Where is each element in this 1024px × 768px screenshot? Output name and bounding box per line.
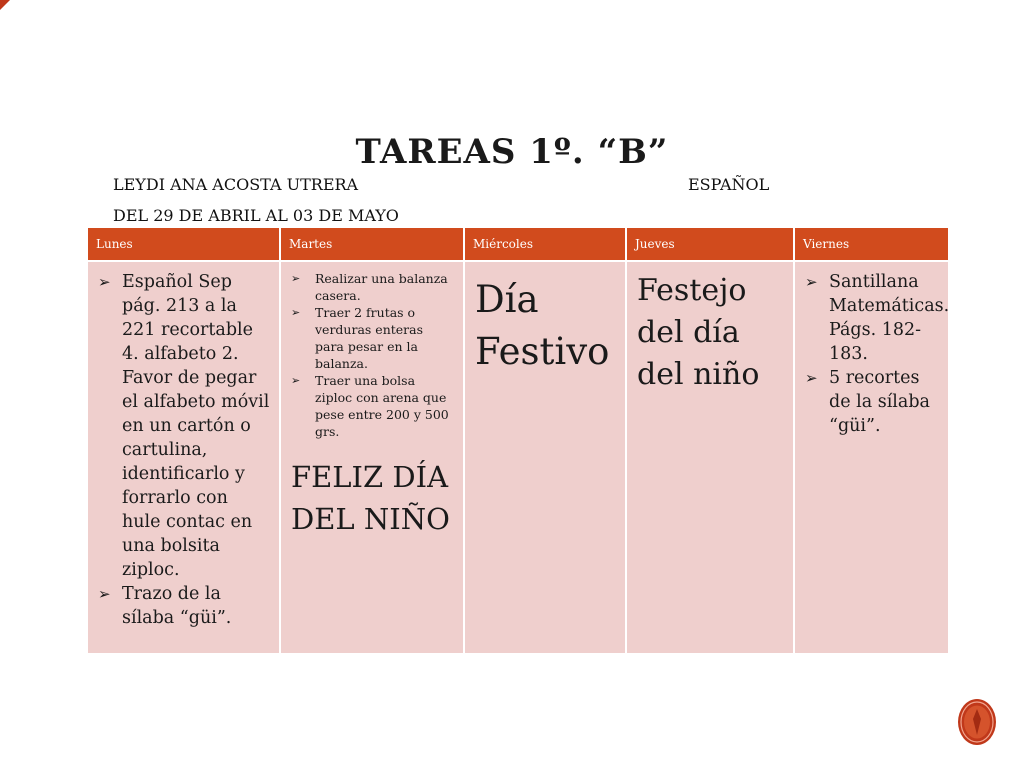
task-text: Realizar una balanza casera. bbox=[315, 271, 448, 303]
page-title: TAREAS 1º. “B” bbox=[355, 132, 669, 172]
arrow-bullet-icon: ➢ bbox=[805, 369, 818, 387]
header-lunes: Lunes bbox=[88, 228, 280, 261]
table-row bbox=[88, 261, 948, 653]
cell-jueves bbox=[626, 261, 794, 653]
arrow-bullet-icon: ➢ bbox=[98, 585, 111, 603]
subject-label: ESPAÑOL bbox=[688, 175, 770, 194]
teacher-name: LEYDI ANA ACOSTA UTRERA bbox=[113, 175, 359, 194]
cell-viernes bbox=[794, 261, 948, 653]
festejo-text: Festejo del día del niño bbox=[637, 273, 760, 392]
homework-table bbox=[88, 228, 948, 653]
arrow-bullet-icon: ➢ bbox=[291, 272, 301, 285]
cell-miercoles bbox=[464, 261, 626, 653]
cell-lunes bbox=[88, 261, 280, 653]
logo-icon bbox=[956, 697, 998, 747]
arrow-bullet-icon: ➢ bbox=[291, 306, 301, 319]
task-text: Traer 2 frutas o verduras enteras para pesar en la balanza. bbox=[315, 305, 424, 371]
feliz-dia-text: FELIZ DÍA DEL NIÑO bbox=[291, 460, 450, 536]
cell-martes bbox=[280, 261, 464, 653]
header-miercoles: Miércoles bbox=[464, 228, 626, 261]
task-text: Español Sep pág. 213 a la 221 recortable 4. alfabeto 2. Favor de pegar el alfabeto móvil en un cartón o cartulina, identificarlo y forrarlo con hule contac en una bolsita ziploc. bbox=[122, 272, 270, 580]
list-item bbox=[289, 304, 455, 372]
arrow-bullet-icon: ➢ bbox=[805, 273, 818, 291]
list-item bbox=[289, 270, 455, 304]
dia-festivo-text: Día Festivo bbox=[475, 278, 610, 373]
task-text: Traer una bolsa ziploc con arena que pese entre 200 y 500 grs. bbox=[315, 373, 449, 439]
date-range: DEL 29 DE ABRIL AL 03 DE MAYO bbox=[113, 206, 399, 225]
task-text: 5 recortes de la sílaba “güi”. bbox=[829, 368, 930, 436]
header-row bbox=[88, 228, 948, 261]
header-jueves: Jueves bbox=[626, 228, 794, 261]
list-item bbox=[96, 270, 271, 582]
task-text: Trazo de la sílaba “güi”. bbox=[122, 584, 232, 628]
task-text: Santillana Matemáticas. Págs. 182-183. bbox=[829, 272, 950, 364]
header-martes: Martes bbox=[280, 228, 464, 261]
list-item bbox=[289, 372, 455, 440]
list-item bbox=[96, 582, 271, 630]
arrow-bullet-icon: ➢ bbox=[98, 273, 111, 291]
arrow-bullet-icon: ➢ bbox=[291, 374, 301, 387]
list-item bbox=[803, 270, 950, 366]
list-item bbox=[803, 366, 940, 438]
header-viernes: Viernes bbox=[794, 228, 948, 261]
